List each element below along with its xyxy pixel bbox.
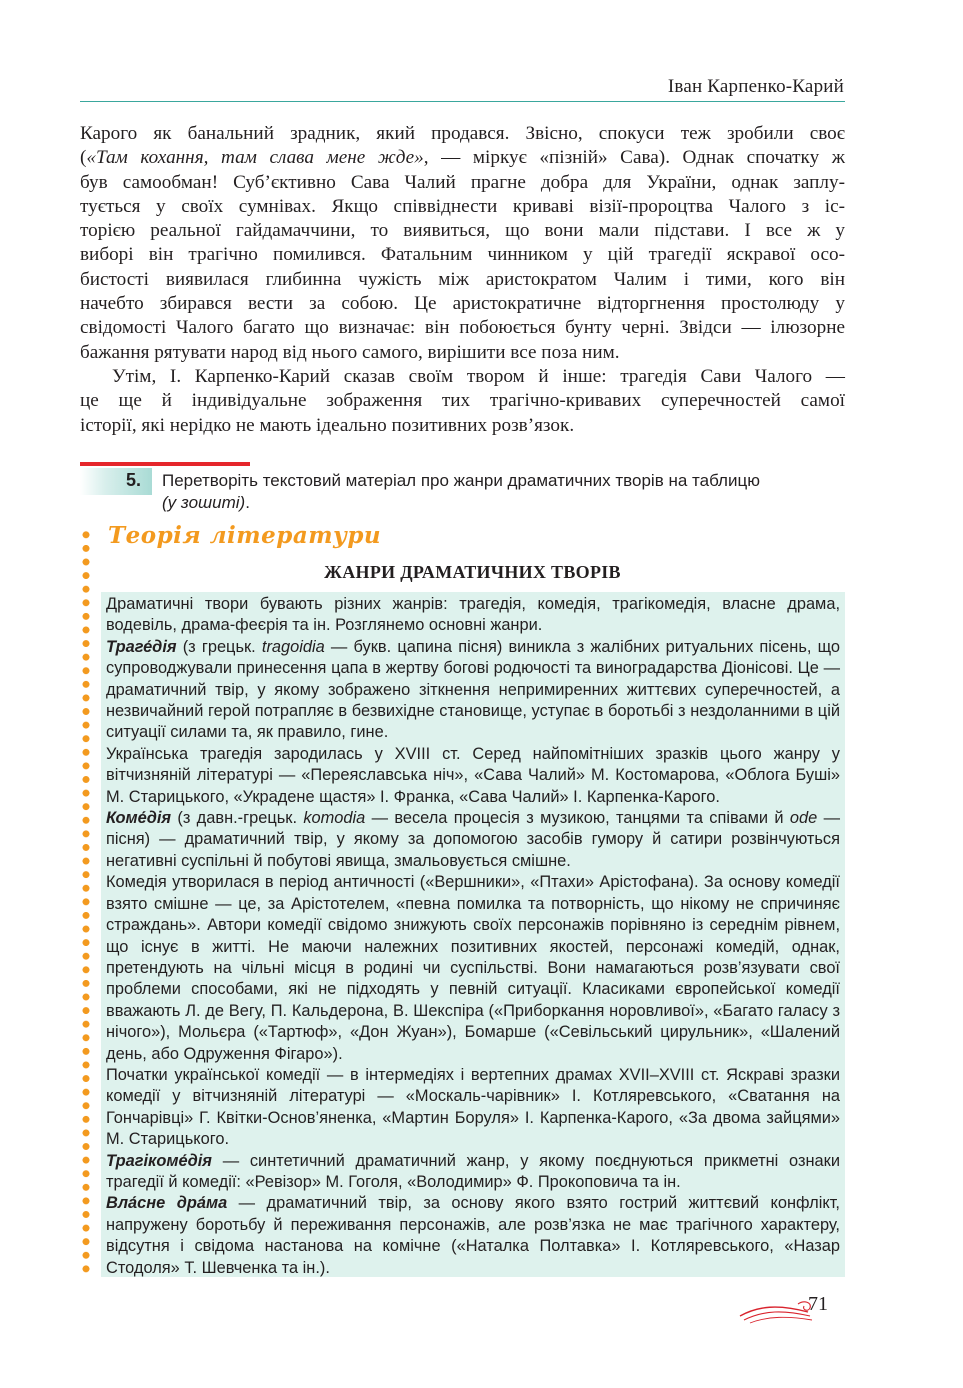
page-number: 71 [808, 1293, 828, 1315]
task-accent-bar [80, 462, 250, 466]
section-title: ЖАНРИ ДРАМАТИЧНИХ ТВОРІВ [324, 562, 621, 582]
task-number: 5. [126, 470, 142, 490]
main-text [80, 122, 845, 438]
dotted-margin-decoration [81, 528, 91, 1276]
term-tragicomedy: Трагікоме́дія [106, 1151, 212, 1170]
running-head: Іван Карпенко-Карий [667, 76, 844, 97]
page-ornament-icon [738, 1296, 818, 1326]
header-rule [80, 101, 845, 102]
comedy-ukrainian: Початки української комедії — в інтермедіях і вертепних драмах XVII–XVIII ст. Яскраві зразки комедії у вітчизняній літературі — «Москаль-чарівник» І. Котляревського, «Сватання на Гончарівці» Г. Квітки-Основ’яненка, «Мартин Боруля» І. Карпенка-Карого, «За двома зайцями» М. Старицького. [106, 1065, 840, 1149]
tragedy-ukrainian: Українська трагедія зародилась у XVIII ст. Серед найпомітніших зразків цього жанру у вітчизняній літературі — «Переяславська ніч», «Сава Чалий» М. Костомарова, «Облога Буші» М. Старицького, «Украдене щастя» І. Франка, «Сава Чалий» І. Карпенка-Карого. [106, 744, 840, 806]
term-comedy: Коме́дія [106, 809, 172, 828]
term-tragedy: Траге́дія [106, 637, 177, 656]
theory-heading: Теорія літератури [108, 522, 382, 549]
drama-definition: Вла́сне дра́ма — драматичний твір, за основу якого взято гострий життєвий конфлікт, напружену боротьбу й переживання персонажів, але розв’язка не має трагічного характеру, відсутня і свідома настанова на комічне («Наталка Полтавка» І. Котляревського, «Назар Стодоля» Т. Шевченка та ін.). [106, 1194, 840, 1277]
task-number-box [80, 468, 152, 495]
paragraph-1: Карого як банальний зрадник, який продався. Звісно, спокуси теж зробили своє («Там кохання, там слава мене жде», — міркує «пізній» Сава). Однак спочатку ж був самообман! Суб’єктивно Сава Чалий прагне добра для України, однак заплу- тується у своїх сумнівах. Якщо співвіднести криваві візії-пророцтва Чалого з іс- торією реальної гайдамаччини, то виявиться, що вони мали підстави. І все ж у виборі він трагічно помилився. Фатальним чинником у цій трагедії яскравої осо- бистості виявилася глибинна чужість між аристократом Чалим і тими, кого він начебто збирався вести за собою. Це аристократичне відторгнення простолюду у свідомості Чалого багато що визначає: він побоюється бунту черні. Звідси — ілюзорне бажання рятувати народ від нього самого, вирішити все поза ним. [80, 123, 845, 363]
theory-intro: Драматичні твори бувають різних жанрів: трагедія, комедія, трагікомедія, власне драма, водевіль, драма-феєрія та ін. Розглянемо основні жанри. [106, 595, 840, 635]
task-text: Перетворіть текстовий матеріал про жанри драматичних творів на таблицю (у зошиті). [162, 471, 760, 512]
theory-text [106, 594, 840, 1279]
tragicomedy-definition: Трагікоме́дія — синтетичний драматичний жанр, у якому поєднуються прикметні ознаки трагедії й комедії: «Ревізор» М. Гоголя, «Володимир» Ф. Прокоповича та ін. [106, 1151, 840, 1191]
task-note: (у зошиті) [162, 493, 246, 512]
term-drama: Вла́сне дра́ма [106, 1194, 228, 1213]
quote-italic: «Там кохання, там слава мене жде» [86, 147, 424, 169]
comedy-definition: Коме́дія (з давн.-грецьк. komodia — весела процесія з музикою, танцями та співами й ode — пісня) — драматичний твір, у якому за допомогою засобів гумору й сатири розвінчуються негативні суспільні й побутові явища, змальовується смішне. [106, 809, 840, 870]
comedy-history: Комедія утворилася в період античності («Вершники», «Птахи» Арістофана). За основу комедії взято смішне — це, за Арістотелем, «певна помилка та потворність, що нікому не спричиняє страждань». Автори комедії свідомо знижують своїх персонажів порівняно із середнім рівнем, що існує в житті. Не маючи належних позитивних якостей, персонажі комедій, однак, претендують на чільні місця в родині чи суспільстві. Вони намагаються розв’язувати свої проблеми способами, які не підходять у певній ситуації. Класиками європейської комедії вважають Л. де Вегу, П. Кальдерона, В. Шекспіра («Приборкання норовливої», «Багато галасу з нічого»), Мольєра («Тартюф», «Дон Жуан»), Бомарше («Севільський цирульник», «Шалений день, або Одруження Фігаро»). [106, 873, 840, 1063]
tragedy-definition: Траге́дія (з грецьк. tragoidia — букв. цапина пісня) виникла з жалібних ритуальних пісень, що супроводжували принесення цапа в жертву богові родючості та виноградарства Діонісові. Це — драматичний твір, у якому зображено зіткнення непримиренних життєвих суперечностей, а незвичайний герой потрапляє в безвихідне становище, уступає в боротьбі з нездоланними в цій ситуації силами та, як правило, гине. [106, 637, 840, 742]
paragraph-2: Утім, І. Карпенко-Карий сказав своїм твором й інше: трагедія Сави Чалого — це ще й індивідуальне зображення тих трагічно-кривавих суперечностей самої історії, які нерідко не мають ідеально позитивних розв’язок. [80, 365, 845, 436]
